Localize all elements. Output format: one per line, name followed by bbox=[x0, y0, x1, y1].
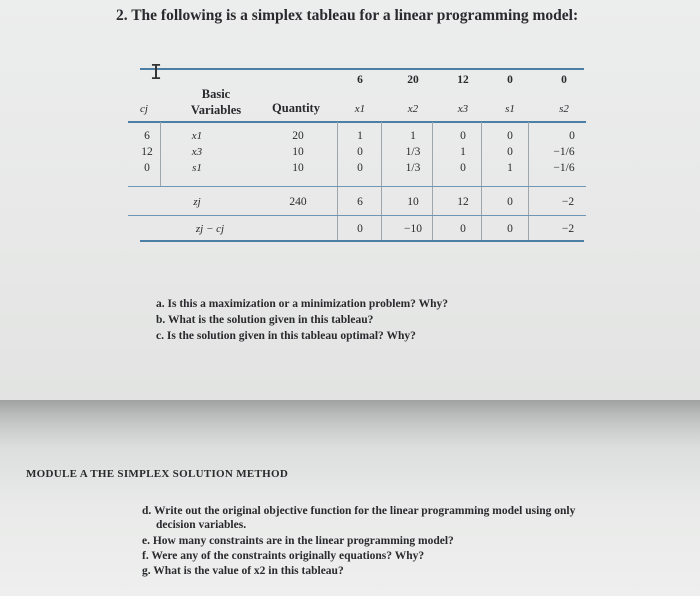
row1-x3: 0 bbox=[460, 130, 466, 142]
question-g: g. What is the value of x2 in this tableau? bbox=[142, 565, 344, 577]
cj-top-x2: 20 bbox=[407, 74, 419, 86]
row2-basic: x3 bbox=[191, 146, 203, 158]
question-f: f. Were any of the constraints originally equations? Why? bbox=[142, 550, 425, 562]
cj-zj-x3: 0 bbox=[460, 223, 466, 235]
row2-x2: 1/3 bbox=[405, 146, 421, 158]
zj-x3: 12 bbox=[457, 196, 469, 208]
zj-x2: 10 bbox=[407, 196, 419, 208]
cj-zj-label: zj − cj bbox=[195, 223, 225, 235]
tableau-bottom-rule bbox=[140, 240, 584, 242]
body-rule bbox=[128, 186, 586, 187]
question-d-continued: decision variables. bbox=[156, 519, 247, 531]
row1-x2: 1 bbox=[410, 130, 416, 142]
zj-s2: −2 bbox=[561, 196, 575, 208]
question-d: d. Write out the original objective function for the linear programming model using only bbox=[142, 505, 576, 517]
question-c: c. Is the solution given in this tableau optimal? Why? bbox=[156, 330, 416, 342]
question-b: b. What is the solution given in this tableau? bbox=[156, 314, 374, 326]
header-s2: s2 bbox=[559, 103, 569, 115]
row3-s1: 1 bbox=[507, 162, 513, 174]
row1-s2: 0 bbox=[569, 130, 575, 142]
tableau-top-rule bbox=[140, 68, 584, 70]
cj-top-x3: 12 bbox=[457, 74, 469, 86]
header-basic-variables: Basic Variables bbox=[190, 87, 242, 117]
row2-x3: 1 bbox=[460, 146, 466, 158]
row3-x2: 1/3 bbox=[405, 162, 421, 174]
header-x2: x2 bbox=[407, 103, 419, 115]
cj-zj-x2: −10 bbox=[404, 223, 422, 235]
divider-x1 bbox=[381, 122, 382, 242]
question-e: e. How many constraints are in the linear programming model? bbox=[142, 535, 454, 547]
header-cj: cj bbox=[140, 103, 148, 115]
row1-cj: 6 bbox=[144, 130, 150, 142]
cj-top-s1: 0 bbox=[507, 74, 513, 86]
row1-x1: 1 bbox=[357, 130, 363, 142]
question-a: a. Is this a maximization or a minimization problem? Why? bbox=[156, 298, 448, 310]
cj-top-x1: 6 bbox=[357, 74, 363, 86]
row3-basic: s1 bbox=[192, 162, 202, 174]
header-quantity: Quantity bbox=[272, 101, 320, 115]
cj-zj-s2: −2 bbox=[561, 223, 575, 235]
zj-quantity: 240 bbox=[289, 196, 307, 208]
row3-x3: 0 bbox=[460, 162, 466, 174]
row3-s2: −1/6 bbox=[553, 162, 575, 174]
row2-s1: 0 bbox=[507, 146, 513, 158]
cj-top-s2: 0 bbox=[561, 74, 567, 86]
row2-cj: 12 bbox=[141, 146, 153, 158]
cj-zj-x1: 0 bbox=[357, 223, 363, 235]
row3-x1: 0 bbox=[357, 162, 363, 174]
zj-rule bbox=[128, 215, 586, 216]
zj-s1: 0 bbox=[507, 196, 513, 208]
row2-quantity: 10 bbox=[292, 146, 304, 158]
divider-cj bbox=[160, 122, 161, 186]
zj-label: zj bbox=[193, 196, 201, 208]
row1-quantity: 20 bbox=[292, 130, 304, 142]
zj-x1: 6 bbox=[357, 196, 363, 208]
problem-title: 2. The following is a simplex tableau for a linear programming model: bbox=[116, 7, 579, 24]
module-header: MODULE A THE SIMPLEX SOLUTION METHOD bbox=[26, 468, 289, 480]
header-rule bbox=[128, 121, 586, 123]
header-x3: x3 bbox=[457, 103, 469, 115]
divider-quantity bbox=[337, 122, 338, 242]
header-s1: s1 bbox=[505, 103, 515, 115]
row2-s2: −1/6 bbox=[553, 146, 575, 158]
row3-quantity: 10 bbox=[292, 162, 304, 174]
page-gap bbox=[0, 400, 700, 446]
cj-zj-s1: 0 bbox=[507, 223, 513, 235]
text-cursor-icon: I bbox=[150, 60, 163, 84]
row2-x1: 0 bbox=[357, 146, 363, 158]
row1-s1: 0 bbox=[507, 130, 513, 142]
row3-cj: 0 bbox=[144, 162, 150, 174]
row1-basic: x1 bbox=[191, 130, 203, 142]
header-x1: x1 bbox=[354, 103, 366, 115]
